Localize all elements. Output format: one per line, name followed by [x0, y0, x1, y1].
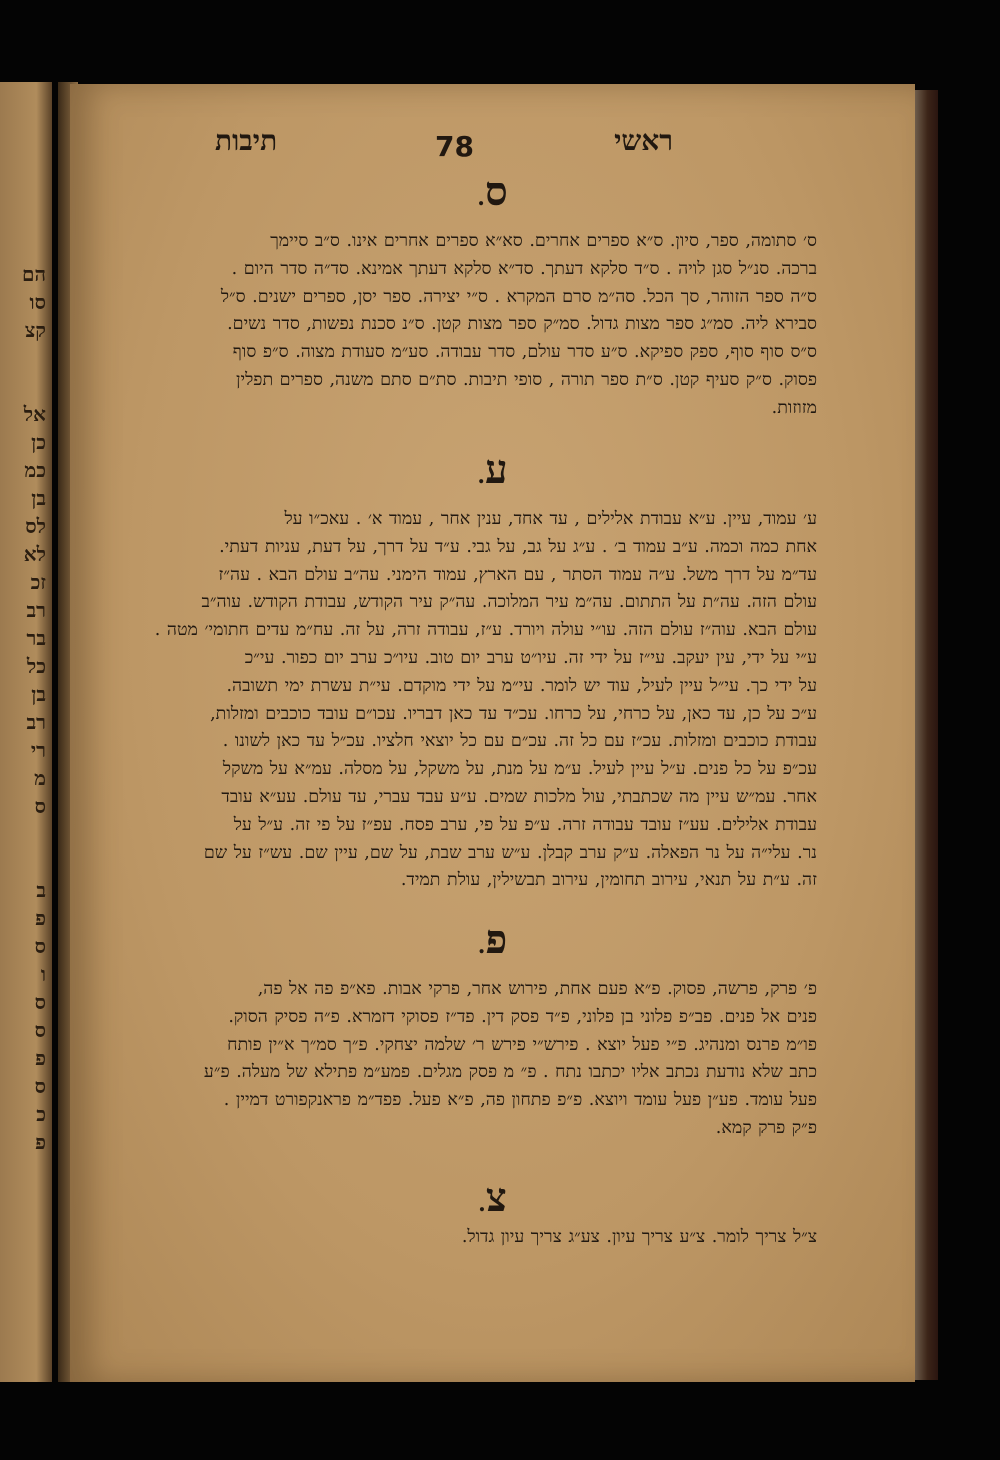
previous-page-fragment: כ: [36, 1102, 46, 1126]
text-line: ברכה. סנ״ל סגן לויה . ס״ד סלקא דעתך. סד״א סלקא דעתך אמינא. סד״ה סדר היום .: [231, 258, 817, 279]
section-tsadi-text: [127, 1224, 817, 1252]
previous-page-fragment: בר: [26, 626, 46, 650]
previous-page-fragment: כן: [31, 430, 46, 454]
header-right-title: ראשי: [614, 124, 673, 157]
page-number: 78: [435, 130, 474, 163]
text-line: עבודת כוכבים ומזלות. עכ״ז עם כל זה. עכ״ם עם כל יוצאי חלציו. עכ״ל עד כאן לשונו .: [222, 731, 817, 752]
text-line: סבירא ליה. סמ״ג ספר מצות גדול. סמ״ק ספר מצות קטן. ס״נ סכנת נפשות, סדר נשים.: [227, 314, 817, 335]
previous-page-fragment: רב: [26, 598, 46, 622]
section-samekh-text: [127, 228, 817, 423]
previous-page-fragment: כל: [26, 654, 46, 678]
previous-page-fragment: ב: [36, 878, 46, 902]
previous-page-fragment: לא: [23, 542, 46, 566]
text-line: עולם הזה. עה״ת על התתום. עה״מ עיר המלוכה. עה״ק עיר הקודש, עבודת הקודש. עוה״ב: [201, 592, 817, 613]
previous-page-fragment: פ: [35, 1130, 46, 1154]
previous-page-fragment: ס: [34, 794, 46, 818]
text-line: עד״מ על דרך משל. ע״ה עמוד הסתר , עם הארץ, עמוד הימני. עה״ב עולם הבא . עה״ז: [218, 564, 817, 585]
text-line: מזוזות.: [771, 397, 817, 418]
text-line: פו״מ פרנס ומנהיג. פ״י פעל יוצא . פירש״י פירש ר׳ שלמה יצחקי. פ״ך סמ״ך א״ין פותח: [227, 1034, 817, 1055]
previous-page-fragment: סו: [29, 290, 46, 314]
text-line: פנים אל פנים. פב״פ פלוני בן פלוני, פ״ד פסק דין. פד״ז פסוקי דזמרא. פ״ה פסיק הסוק.: [228, 1006, 817, 1027]
text-line: ס״ה ספר הזוהר, סך הכל. סה״מ סרם המקרא . ס״י יצירה. ספר יסן, ספרים ישנים. ס״ל: [220, 286, 817, 307]
previous-page-fragment: קצ: [24, 318, 46, 342]
previous-page-fragment: לס: [25, 514, 46, 538]
previous-page-fragment: ס: [34, 1074, 46, 1098]
previous-page-fragment: ס: [34, 990, 46, 1014]
previous-page-edge: [0, 82, 52, 1382]
previous-page-fragment: בן: [31, 682, 46, 706]
previous-page-fragment: פ: [35, 1046, 46, 1070]
book-spine: [912, 90, 938, 1380]
text-line: פסוק. ס״ק סעיף קטן. ס״ת ספר תורה , סופי תיבות. סת״ם סתם משנה, ספרים תפלין: [236, 369, 817, 390]
previous-page-fragment: אל: [23, 402, 46, 426]
text-line: אחר. עמ״ש עיין מה שכתבתי, עול מלכות שמים. ע״ע עבד עברי, עד עולם. עע״א עובד: [221, 786, 817, 807]
text-line: פ׳ פרק, פרשה, פסוק. פ״א פעם אחת, פירוש אחר, פרקי אבות. פא״פ פה אל פה,: [257, 979, 817, 999]
text-line: אחת כמה וכמה. ע״ב עמוד ב׳ . ע״ג על גב, על גבי. ע״ד על דרך, על דעת, עניות דעתי.: [219, 536, 817, 557]
previous-page-fragment: הם: [22, 262, 46, 286]
section-letter-tsadi: צ.: [478, 1174, 507, 1221]
text-line: פעל עומד. פע״ן פעל עומד ויוצא. פ״פ פתחון פה, פ״א פעל. פפד״מ פראנקפורט דמיין .: [223, 1090, 817, 1111]
section-letter-ayin: ע.: [477, 446, 508, 493]
text-line: פ״ק פרק קמא.: [715, 1117, 817, 1138]
text-line: ע״כ על כן, עד כאן, על כרחי, על כרחו. עכ״ד עד כאן דבריו. עכו״ם עובד כוכבים ומזלות,: [210, 703, 817, 724]
header-left-title: תיבות: [215, 124, 278, 157]
section-pe-text: [127, 976, 817, 1143]
text-line: ס׳ סתומה, ספר, סיון. ס״א ספרים אחרים. סא״א ספרים אחרים אינו. ס״ב סיימך: [270, 231, 817, 251]
text-line: עולם הבא. עוה״ז עולם הזה. עו״י עולה ויורד. ע״ז, עבודה זרה, על זה. עח״מ עדים חתומי׳ מטה .: [154, 620, 817, 641]
text-line: ע׳ עמוד, עיין. ע״א עבודת אלילים , עד אחד, ענין אחר , עמוד א׳ . עאכ״ו על: [284, 509, 817, 529]
previous-page-fragment: מ: [34, 766, 46, 790]
book-page: [70, 84, 915, 1382]
text-line: על ידי כך. עי״ל עיין לעיל, עוד יש לומר. עי״מ על ידי מוקדם. עי״ת עשרת ימי תשובה.: [226, 675, 817, 696]
section-letter-samekh: ס.: [477, 168, 508, 215]
previous-page-fragment: כמ: [24, 458, 46, 482]
text-line: עכ״פ על כל פנים. ע״ל עיין לעיל. ע״מ על מנת, על משקל, על מסלה. עמ״א על משקל: [222, 759, 817, 780]
previous-page-fragment: רי: [30, 738, 46, 762]
previous-page-fragment: רב: [26, 710, 46, 734]
running-header: [70, 124, 915, 174]
text-line: זה. ע״ת על תנאי, עירוב תחומין, עירוב תבשילין, עולת תמיד.: [400, 870, 817, 891]
previous-page-fragment: בן: [31, 486, 46, 510]
text-line: כתב שלא נודעת נכתב אליו יכתבו נתח . פ״ מ פסק מגלים. פמע״מ פתילא של מעלה. פ״ע: [203, 1062, 817, 1083]
previous-page-fragment: ס: [34, 1018, 46, 1042]
text-line: ס״ס סוף סוף, ספק ספיקא. ס״ע סדר עולם, סדר עבודה. סע״מ סעודת מצוה. ס״פ סוף: [232, 342, 817, 363]
section-letter-pe: פ.: [477, 916, 508, 963]
previous-page-fragment: ס: [34, 934, 46, 958]
previous-page-fragment: זכ: [30, 570, 46, 594]
previous-page-fragment: ו: [40, 962, 46, 986]
previous-page-fragment: פ: [35, 906, 46, 930]
text-line: עבודת אלילים. עע״ז עובד עבודה זרה. ע״פ על פי, ערב פסח. עפ״ז על פי זה. ע״ל על: [233, 814, 817, 835]
text-line: צ״ל צריך לומר. צ״ע צריך עיון. צע״ג צריך עיון גדול.: [461, 1227, 817, 1247]
section-ayin-text: [127, 506, 817, 895]
text-line: נר. עלי״ה על נר הפאלה. ע״ק ערב קבלן. ע״ש ערב שבת, על שם, עיין שם. עש״ז על שם: [203, 842, 817, 863]
text-line: ע״י על ידי, עין יעקב. עי״ז על ידי זה. עיו״ט ערב יום טוב. עיו״כ ערב יום כפור. עי״כ: [244, 647, 817, 668]
